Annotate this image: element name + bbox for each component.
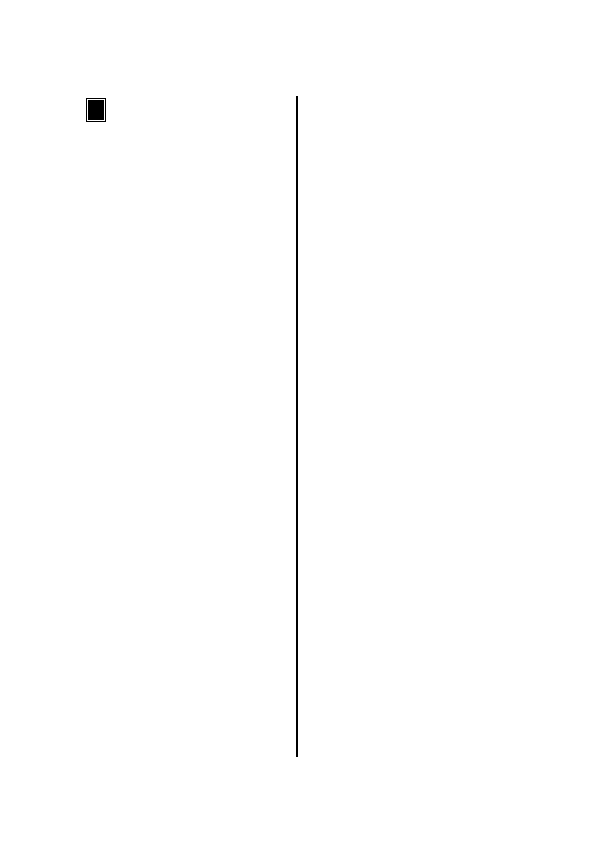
column-divider [296, 96, 298, 757]
section-header-box [88, 100, 104, 120]
left-column [80, 96, 285, 226]
right-column [306, 96, 511, 170]
section-subtitle [80, 132, 285, 144]
